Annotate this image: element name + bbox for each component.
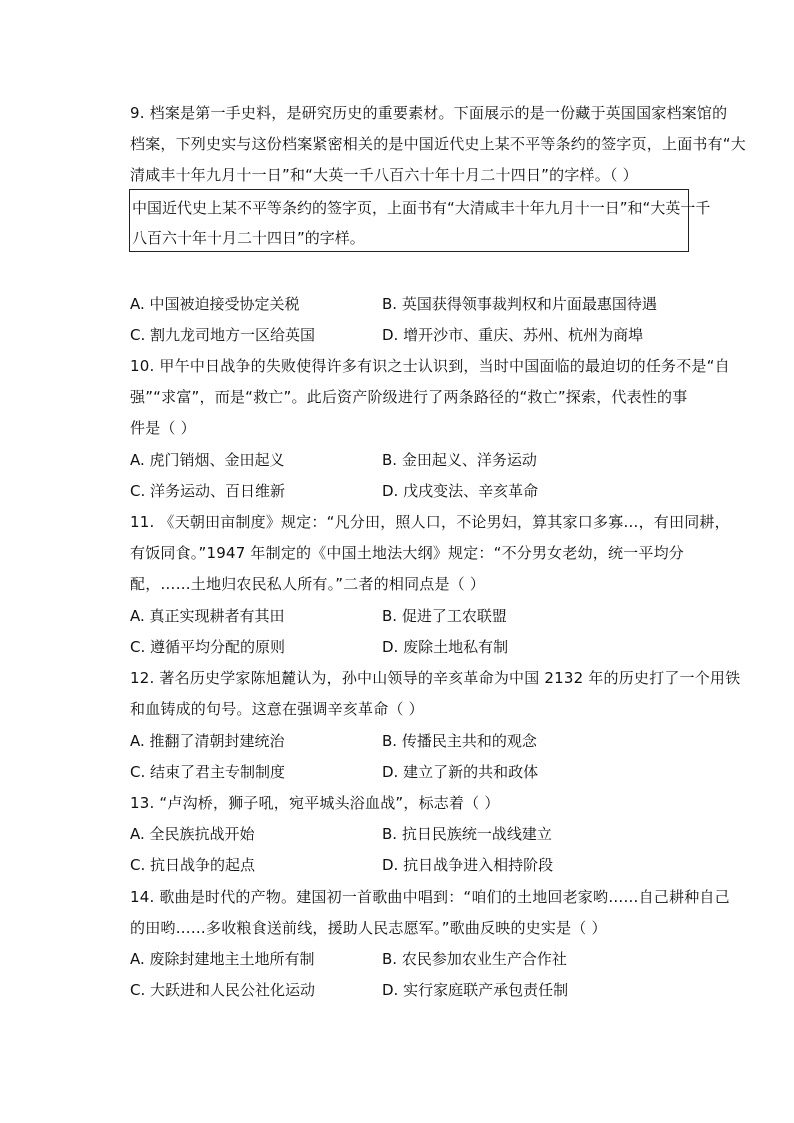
question-stem-line: 件是（ ）	[130, 419, 196, 437]
option-c: C. 洋务运动、百日维新	[130, 482, 286, 500]
option-d: D. 建立了新的共和政体	[382, 763, 539, 781]
option-a: A. 真正实现耕者有其田	[130, 607, 285, 625]
question-stem-line: 11. 《天朝田亩制度》规定：“凡分田，照人口，不论男妇，算其家口多寡…，有田同耕，	[130, 513, 730, 531]
option-b: B. 英国获得领事裁判权和片面最惠国待遇	[382, 295, 657, 313]
option-c: C. 大跃进和人民公社化运动	[130, 981, 316, 999]
question-stem-line: 13. “卢沟桥，狮子吼，宛平城头浴血战”，标志着（ ）	[130, 794, 500, 812]
option-a: A. 虎门销烟、金田起义	[130, 451, 285, 469]
option-a: A. 全民族抗战开始	[130, 825, 255, 843]
option-c: C. 遵循平均分配的原则	[130, 638, 286, 656]
question-stem-line: 档案，下列史实与这份档案紧密相关的是中国近代史上某不平等条约的签字页，上面书有“大	[130, 135, 746, 153]
question-stem-line: 配，……土地归农民私人所有。”二者的相同点是（ ）	[130, 575, 486, 593]
question-stem-line: 有饭同食。”1947 年制定的《中国土地法大纲》规定：“不分男女老幼，统一平均分	[130, 544, 684, 562]
question-stem-line: 10. 甲午中日战争的失败使得许多有识之士认识到，当时中国面临的最迫切的任务不是“自	[130, 357, 730, 375]
option-a: A. 中国被迫接受协定关税	[130, 295, 300, 313]
question-stem-line: 的田哟……多收粮食送前线，援助人民志愿军。”歌曲反映的史实是（ ）	[130, 919, 607, 937]
option-a: A. 推翻了清朝封建统治	[130, 732, 285, 750]
question-stem-line: 12. 著名历史学家陈旭麓认为，孙中山领导的辛亥革命为中国 2132 年的历史打了一个用铁	[130, 669, 741, 687]
option-d: D. 抗日战争进入相持阶段	[382, 856, 554, 874]
option-b: B. 促进了工农联盟	[382, 607, 507, 625]
option-b: B. 农民参加农业生产合作社	[382, 950, 567, 968]
option-b: B. 金田起义、洋务运动	[382, 451, 537, 469]
option-c: C. 结束了君主专制制度	[130, 763, 286, 781]
option-b: B. 抗日民族统一战线建立	[382, 825, 552, 843]
question-stem-line: 强”“求富”，而是“救亡”。此后资产阶级进行了两条路径的“救亡”探索，代表性的事	[130, 388, 688, 406]
option-a: A. 废除封建地主土地所有制	[130, 950, 315, 968]
option-d: D. 废除土地私有制	[382, 638, 509, 656]
option-d: D. 戊戌变法、辛亥革命	[382, 482, 539, 500]
option-c: C. 割九龙司地方一区给英国	[130, 326, 316, 344]
question-stem-line: 14. 歌曲是时代的产物。建国初一首歌曲中唱到：“咱们的土地回老家哟……自己耕种自己	[130, 888, 730, 906]
question-stem-line: 清咸丰十年九月十一日”和“大英一千八百六十年十月二十四日”的字样。（ ）	[130, 166, 638, 184]
option-d: D. 实行家庭联产承包责任制	[382, 981, 569, 999]
quoted-document-line: 八百六十年十月二十四日”的字样。	[132, 229, 365, 247]
option-c: C. 抗日战争的起点	[130, 856, 256, 874]
quoted-document-box	[129, 189, 711, 252]
quoted-document-line: 中国近代史上某不平等条约的签字页，上面书有“大清咸丰十年九月十一日”和“大英一千	[132, 199, 711, 217]
option-d: D. 增开沙市、重庆、苏州、杭州为商埠	[382, 326, 644, 344]
question-stem-line: 和血铸成的句号。这意在强调辛亥革命（ ）	[130, 700, 424, 718]
question-stem-line: 9. 档案是第一手史料，是研究历史的重要素材。下面展示的是一份藏于英国国家档案馆的	[130, 104, 728, 122]
option-b: B. 传播民主共和的观念	[382, 732, 537, 750]
